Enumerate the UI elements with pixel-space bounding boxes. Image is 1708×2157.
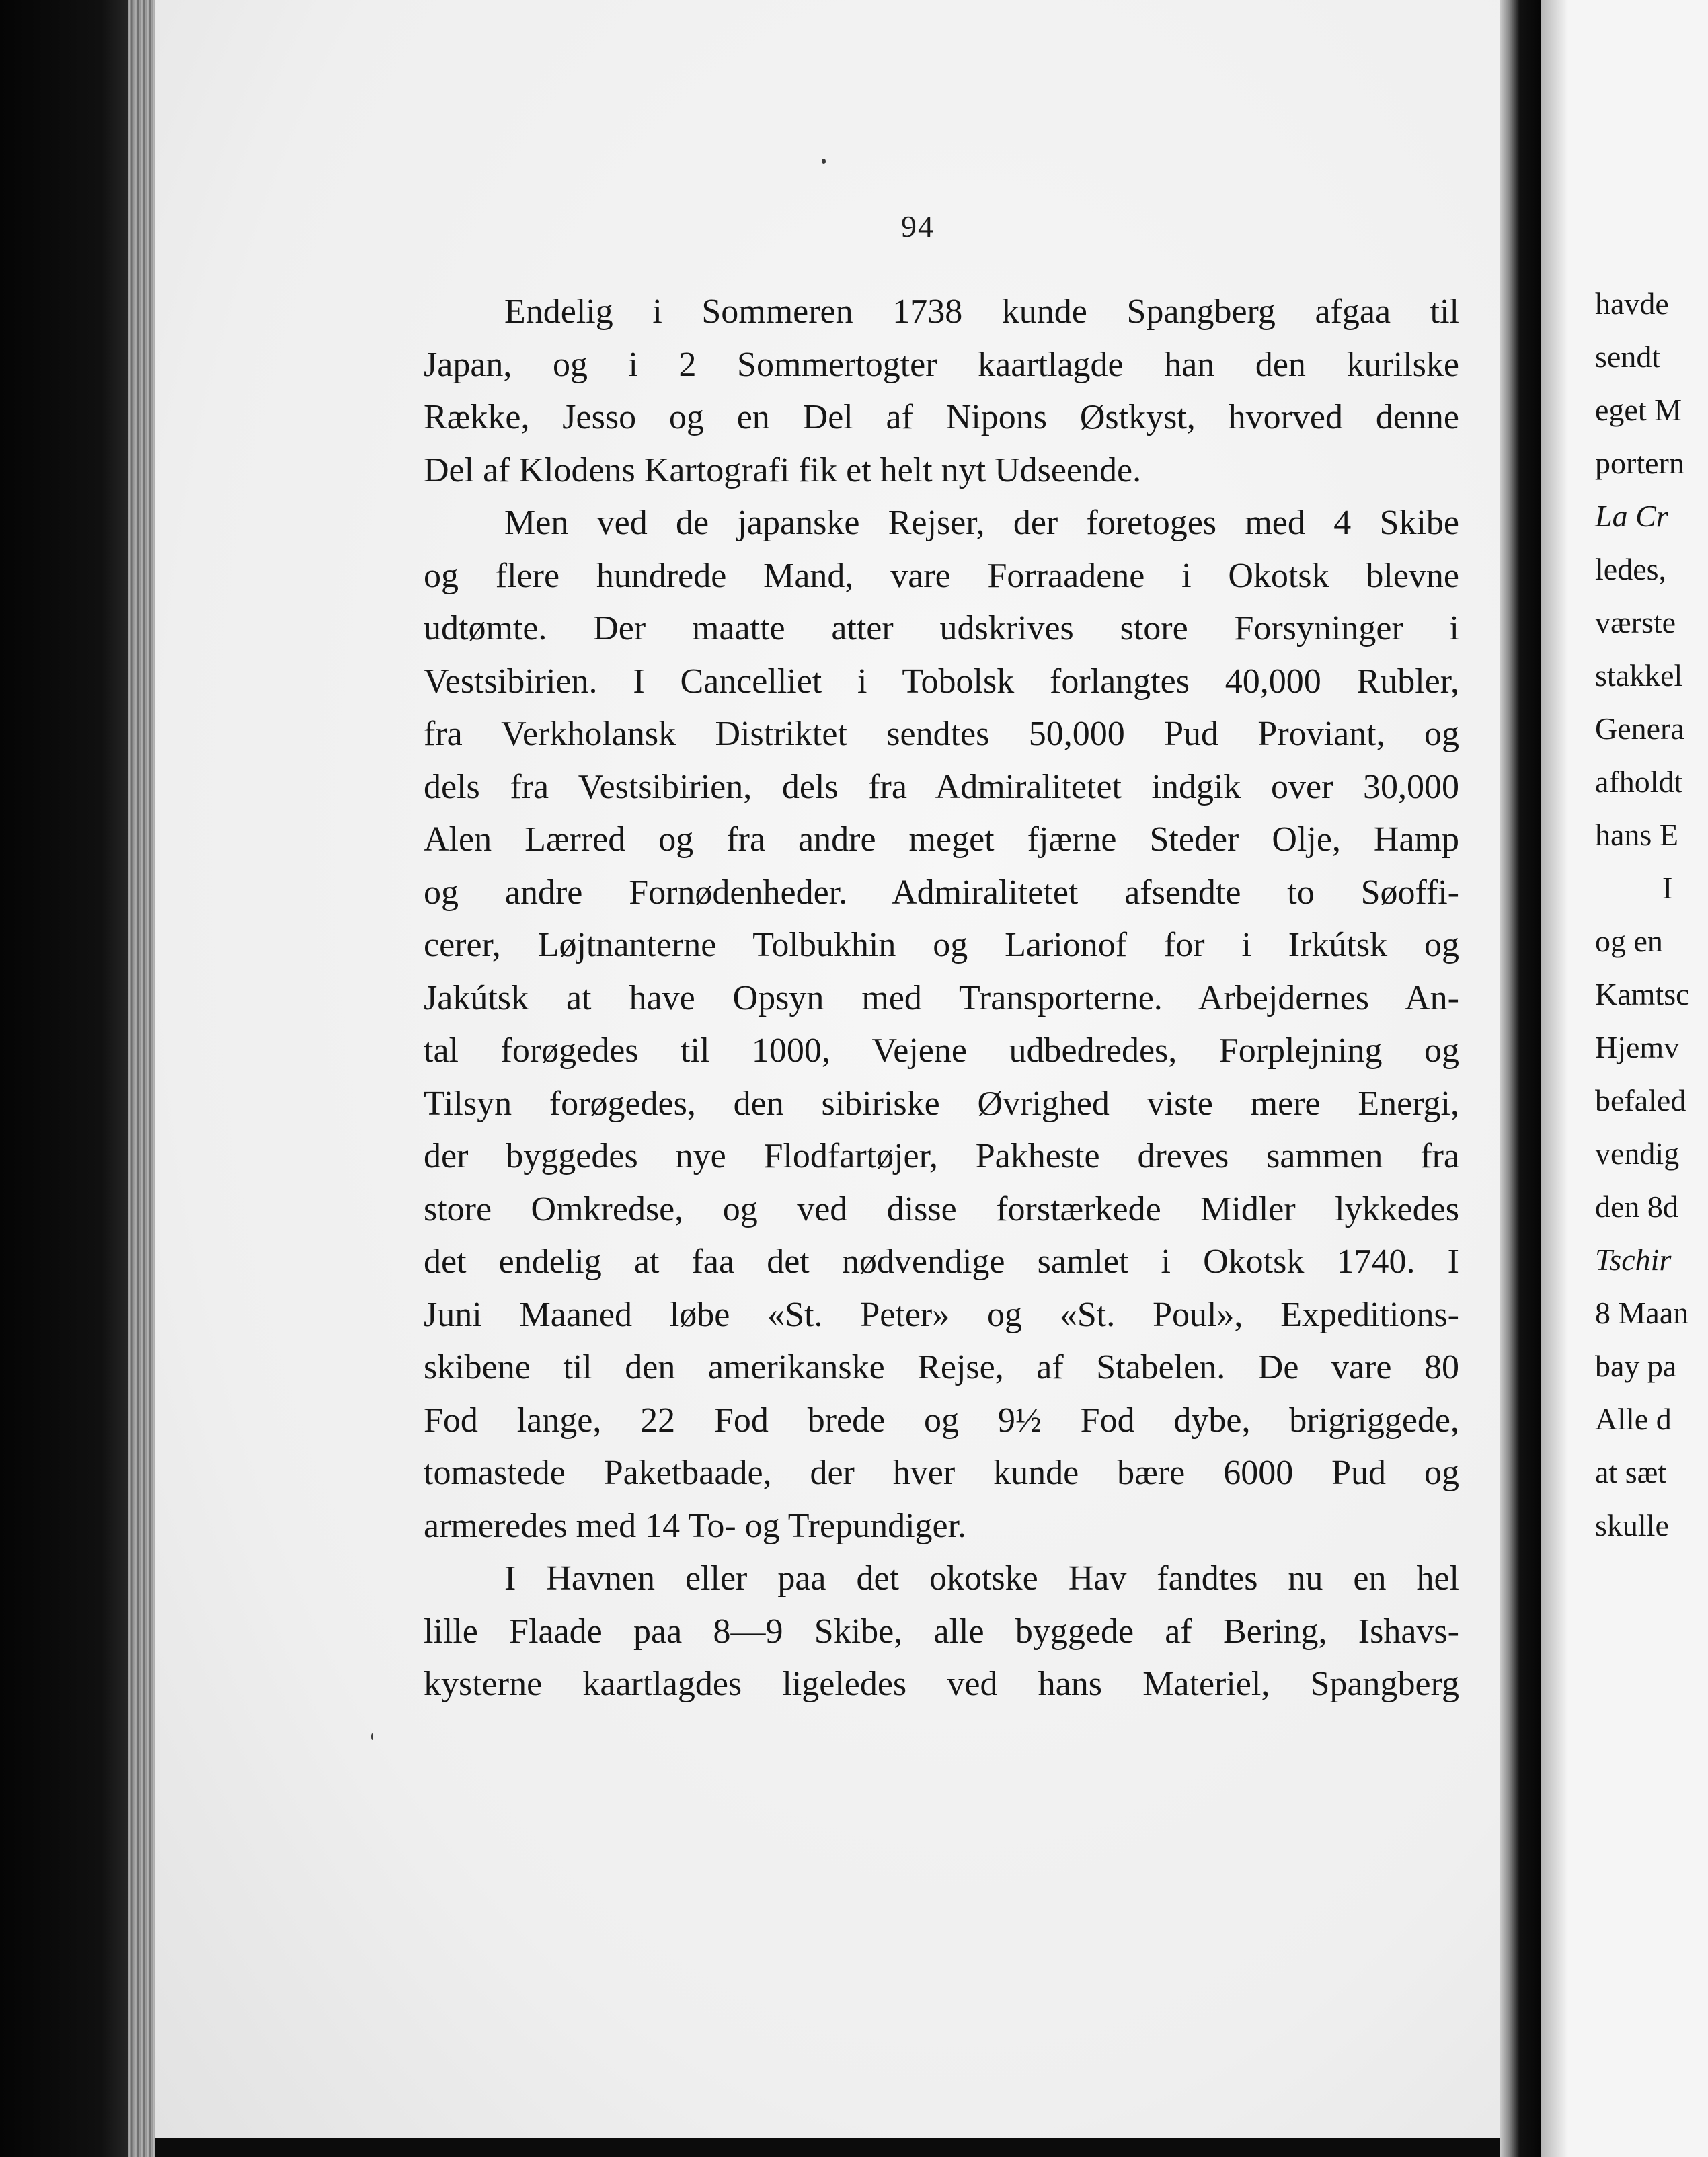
text-line: der byggedes nye Flodfartøjer, Pakheste dreves sammen fra [424,1137,1459,1175]
text-line: armeredes med 14 To- og Trepundiger. [424,1506,967,1545]
left-page-text [424,286,1459,1711]
text-line: ledes, [1595,552,1667,586]
text-line: eget M [1595,393,1682,427]
text-line: bay pa [1595,1349,1677,1383]
text-line: afholdt [1595,764,1683,799]
text-line: hans E [1595,818,1678,852]
text-line: og en [1595,924,1663,958]
text-line: fra Verkholansk Distriktet sendtes 50,000 Pud Proviant, og [424,715,1459,753]
text-line: kysterne kaartlagdes ligeledes ved hans Materiel, Spangberg [424,1665,1459,1703]
text-line: Tschir [1595,1243,1672,1277]
text-line: at sæt [1595,1455,1667,1489]
book-spine [1500,0,1541,2157]
text-line: vendig [1595,1136,1680,1171]
text-line: portern [1595,446,1684,480]
right-page-shadow [1541,0,1568,2157]
text-line: 8 Maan [1595,1296,1689,1330]
text-line: cerer, Løjtnanterne Tolbukhin og Larionof for i Irkútsk og [424,926,1459,964]
text-line: Juni Maaned løbe «St. Peter» og «St. Poul», Expeditions- [424,1295,1459,1334]
page-number: 94 [901,209,935,243]
text-line: udtømte. Der maatte atter udskrives store Forsyninger i [424,609,1459,648]
page-stack-edge [128,0,155,2157]
text-line: skibene til den amerikanske Rejse, af Stabelen. De vare 80 [424,1348,1459,1386]
paper-speck [371,1733,373,1740]
text-line: Alen Lærred og fra andre meget fjærne Steder Olje, Hamp [424,820,1459,859]
text-line: dels fra Vestsibirien, dels fra Admiralitetet indgik over 30,000 [424,767,1459,806]
text-line: Fod lange, 22 Fod brede og 9½ Fod dybe, brigriggede, [424,1401,1459,1440]
text-line: I Havnen eller paa det okotske Hav fandtes nu en hel [504,1559,1459,1598]
text-line: Endelig i Sommeren 1738 kunde Spangberg afgaa til [504,292,1459,331]
text-line: værste [1595,605,1676,639]
right-page-text [1595,277,1690,1552]
text-line: La Cr [1595,499,1668,533]
text-line: Hjemv [1595,1030,1680,1064]
text-line: Men ved de japanske Rejser, der foretoges med 4 Skibe [504,504,1459,542]
text-line: den 8d [1595,1189,1678,1224]
text-line: Tilsyn forøgedes, den sibiriske Øvrighed viste mere Energi, [424,1084,1459,1123]
paper-speck [822,159,826,164]
text-line: og andre Fornødenheder. Admiralitetet afsendte to Søoffi- [424,873,1459,912]
text-line: havde [1595,286,1669,321]
text-line: befaled [1595,1083,1686,1117]
text-line: Del af Klodens Kartografi fik et helt nyt Udseende. [424,450,1142,489]
text-line: Japan, og i 2 Sommertogter kaartlagde han den kurilske [424,345,1459,384]
text-line: stakkel [1595,658,1683,693]
text-line: Række, Jesso og en Del af Nipons Østkyst, hvorved denne [424,398,1459,436]
text-line: tal forøgedes til 1000, Vejene udbedredes, Forplejning og [424,1031,1459,1070]
text-line: store Omkredse, og ved disse forstærkede Midler lykkedes [424,1189,1459,1228]
text-line: I [1662,871,1673,905]
text-line: sendt [1595,340,1661,374]
text-line: skulle [1595,1508,1669,1542]
text-line: og flere hundrede Mand, vare Forraadene i Okotsk blevne [424,556,1459,595]
text-line: Genera [1595,711,1684,746]
text-line: lille Flaade paa 8—9 Skibe, alle byggede af Bering, Ishavs- [424,1612,1459,1651]
right-page [1541,0,1708,2157]
text-line: Kamtsc [1595,977,1690,1011]
text-line: Jakútsk at have Opsyn med Transporterne. Arbejdernes An- [424,978,1459,1017]
text-line: tomastede Paketbaade, der hver kunde bære 6000 Pud og [424,1454,1459,1492]
text-line: Vestsibirien. I Cancelliet i Tobolsk forlangtes 40,000 Rubler, [424,662,1459,701]
text-line: det endelig at faa det nødvendige samlet i Okotsk 1740. I [424,1243,1459,1281]
text-line: Alle d [1595,1402,1672,1436]
